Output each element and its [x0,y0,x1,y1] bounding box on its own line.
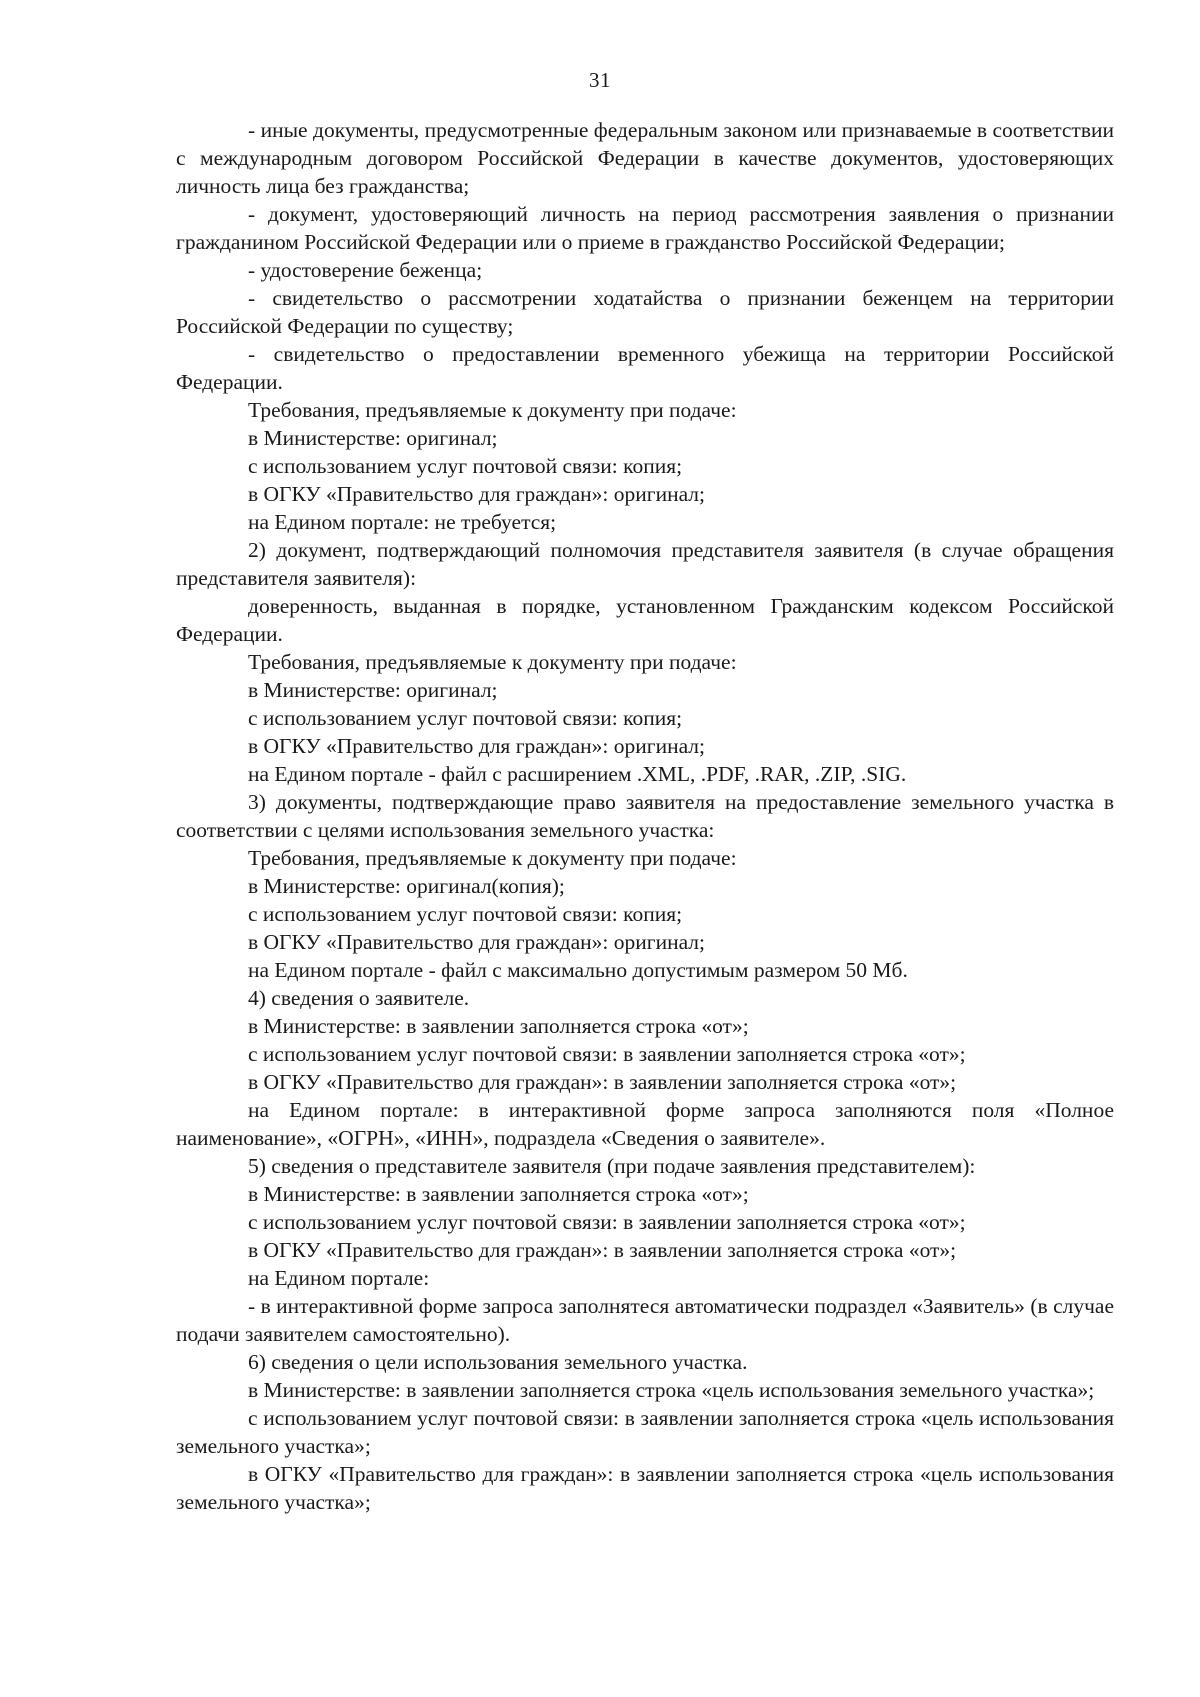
paragraph: - удостоверение беженца; [248,258,483,282]
paragraph: - свидетельство о рассмотрении ходатайства о признании беженцем на территории Российской Федерации по существу; [176,286,1114,338]
paragraph: с использованием услуг почтовой связи: копия; [248,902,683,926]
paragraph: - иные документы, предусмотренные федеральным законом или признаваемые в соответствии с международным договором Российской Федерации в качестве документов, удостоверяющих личность лица без гражданства; [176,118,1114,198]
paragraph: на Едином портале: не требуется; [248,510,557,534]
paragraph: в Министерстве: в заявлении заполняется строка «от»; [248,1014,749,1038]
paragraph: Требования, предъявляемые к документу при подаче: [248,846,737,870]
paragraph: в Министерстве: в заявлении заполняется строка «цель использования земельного участка»; [248,1378,1095,1402]
paragraph: на Едином портале: в интерактивной форме запроса заполняются поля «Полное наименование», «ОГРН», «ИНН», подраздела «Сведения о заявителе». [176,1098,1114,1150]
paragraph: в ОГКУ «Правительство для граждан»: оригинал; [248,482,706,506]
paragraph: с использованием услуг почтовой связи: в заявлении заполняется строка «от»; [248,1210,966,1234]
paragraph: 5) сведения о представителе заявителя (при подаче заявления представителем): [248,1154,976,1178]
paragraph: доверенность, выданная в порядке, установленном Гражданским кодексом Российской Федерации. [176,594,1114,646]
paragraph: с использованием услуг почтовой связи: в заявлении заполняется строка «цель использования земельного участка»; [176,1406,1114,1458]
paragraph: в Министерстве: оригинал; [248,426,498,450]
paragraph: 4) сведения о заявителе. [248,986,470,1010]
paragraph: в Министерстве: оригинал(копия); [248,874,565,898]
paragraph: с использованием услуг почтовой связи: в заявлении заполняется строка «от»; [248,1042,966,1066]
paragraph: в ОГКУ «Правительство для граждан»: в заявлении заполняется строка «от»; [248,1238,957,1262]
paragraph: в ОГКУ «Правительство для граждан»: оригинал; [248,930,706,954]
paragraph: в Министерстве: оригинал; [248,678,498,702]
paragraph: Требования, предъявляемые к документу при подаче: [248,650,737,674]
paragraph: на Едином портале: [248,1266,430,1290]
paragraph: - в интерактивной форме запроса заполнятеся автоматически подраздел «Заявитель» (в случае подачи заявителем самостоятельно). [176,1294,1114,1346]
paragraph: - документ, удостоверяющий личность на период рассмотрения заявления о признании гражданином Российской Федерации или о приеме в гражданство Российской Федерации; [176,202,1114,254]
paragraph: 3) документы, подтверждающие право заявителя на предоставление земельного участка в соответствии с целями использования земельного участка: [176,790,1114,842]
paragraph: в ОГКУ «Правительство для граждан»: в заявлении заполняется строка «от»; [248,1070,957,1094]
paragraph: 2) документ, подтверждающий полномочия представителя заявителя (в случае обращения представителя заявителя): [176,538,1114,590]
paragraph: с использованием услуг почтовой связи: копия; [248,454,683,478]
paragraph: в Министерстве: в заявлении заполняется строка «от»; [248,1182,749,1206]
paragraph: в ОГКУ «Правительство для граждан»: в заявлении заполняется строка «цель использования земельного участка»; [176,1462,1114,1514]
document-body [176,116,1114,1516]
paragraph: в ОГКУ «Правительство для граждан»: оригинал; [248,734,706,758]
paragraph: Требования, предъявляемые к документу при подаче: [248,398,737,422]
paragraph: 6) сведения о цели использования земельного участка. [248,1350,748,1374]
paragraph: с использованием услуг почтовой связи: копия; [248,706,683,730]
paragraph: - свидетельство о предоставлении временного убежища на территории Российской Федерации. [176,342,1114,394]
paragraph: на Едином портале - файл с расширением .XML, .PDF, .RAR, .ZIP, .SIG. [248,762,907,786]
paragraph: на Едином портале - файл с максимально допустимым размером 50 Мб. [248,958,908,982]
page-number: 31 [589,68,611,92]
